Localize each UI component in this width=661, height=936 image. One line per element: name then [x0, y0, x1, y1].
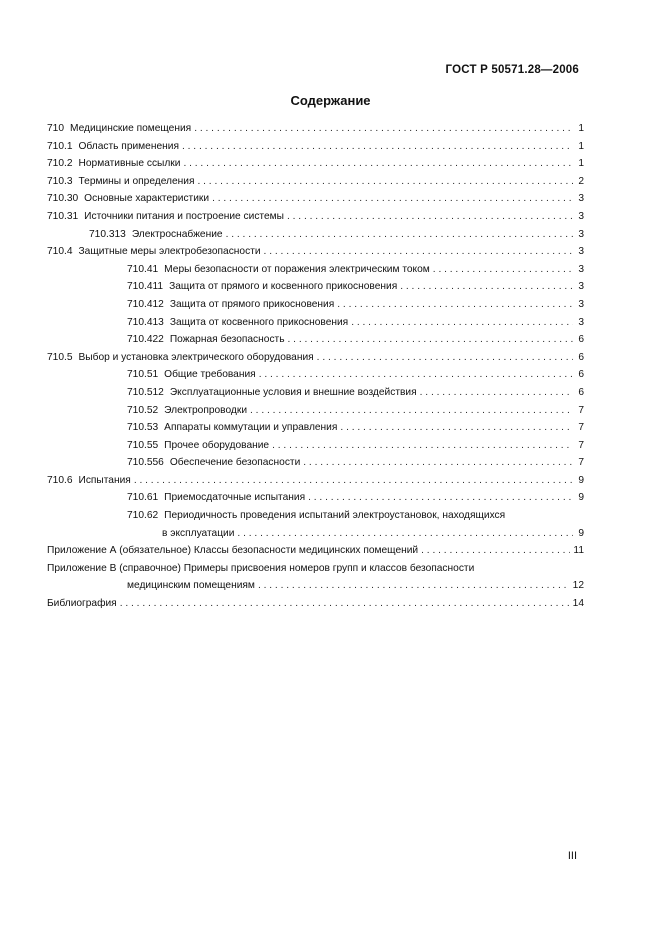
- toc-entry[interactable]: [47, 190, 584, 208]
- toc-entry-page: 7: [578, 422, 584, 434]
- toc-entry[interactable]: [47, 314, 584, 332]
- toc-entry-title: Защита от прямого и косвенного прикосновения: [169, 281, 398, 293]
- toc-entry-title: Термины и определения: [78, 175, 195, 187]
- toc-entry[interactable]: [47, 173, 584, 191]
- leader-dots: [287, 208, 573, 226]
- leader-dots: [303, 454, 573, 472]
- leader-dots: [259, 366, 573, 384]
- table-of-contents: [47, 120, 584, 613]
- toc-entry-page: 3: [578, 210, 584, 222]
- toc-entry-page: 11: [573, 545, 584, 557]
- toc-entry-page: 7: [578, 404, 584, 416]
- toc-entry-page: 6: [578, 351, 584, 363]
- toc-entry-number: 710.41: [127, 263, 159, 275]
- toc-entry-page: 3: [578, 298, 584, 310]
- leader-dots: [183, 155, 573, 173]
- toc-entry-page: 6: [578, 369, 584, 381]
- toc-title: Содержание: [290, 93, 371, 108]
- toc-entry-number: 710.55: [127, 439, 159, 451]
- toc-entry-page: 6: [578, 334, 584, 346]
- toc-entry[interactable]: [47, 226, 584, 244]
- toc-entry[interactable]: [47, 208, 584, 226]
- toc-entry-number: 710.1: [47, 140, 73, 152]
- toc-entry[interactable]: [47, 120, 584, 138]
- toc-entry-number: 710.2: [47, 158, 73, 170]
- toc-entry-title-continuation: в эксплуатации: [162, 527, 235, 539]
- toc-entry-title: Защита от косвенного прикосновения: [169, 316, 349, 328]
- toc-entry[interactable]: [47, 437, 584, 455]
- leader-dots: [182, 138, 573, 156]
- leader-dots: [250, 402, 573, 420]
- toc-entry[interactable]: [47, 349, 584, 367]
- toc-entry-number: 710.556: [127, 457, 164, 469]
- toc-entry-title: Выбор и установка электрического оборудования: [78, 351, 314, 363]
- toc-entry-page: 9: [578, 527, 584, 539]
- toc-entry-page: 7: [578, 457, 584, 469]
- toc-entry-title: Область применения: [78, 140, 179, 152]
- toc-entry-page: 2: [578, 175, 584, 187]
- toc-entry-number: 710.53: [127, 422, 159, 434]
- leader-dots: [351, 314, 573, 332]
- toc-entry-title-continuation: медицинским помещениям: [127, 580, 255, 592]
- toc-entry-title: Электропроводки: [164, 404, 248, 416]
- toc-entry-710-62-line1[interactable]: [47, 507, 584, 525]
- toc-entry-number: 710.6: [47, 474, 73, 486]
- standard-code: ГОСТ Р 50571.28—2006: [445, 64, 579, 76]
- toc-entry-page: 7: [578, 439, 584, 451]
- toc-entry-title: Аппараты коммутации и управления: [164, 422, 338, 434]
- toc-entry[interactable]: [47, 296, 584, 314]
- toc-entry[interactable]: [47, 243, 584, 261]
- page-folio: III: [567, 850, 577, 862]
- toc-entry-number: 710.413: [127, 316, 164, 328]
- toc-entry-page: 3: [578, 316, 584, 328]
- leader-dots: [134, 472, 573, 490]
- toc-entry-page: 1: [578, 140, 584, 152]
- leader-dots: [194, 120, 573, 138]
- toc-entry-title: Прочее оборудование: [164, 439, 270, 451]
- leader-dots: [258, 577, 570, 595]
- toc-entry-page: 12: [572, 580, 584, 592]
- toc-entry-title: Периодичность проведения испытаний электроустановок, находящихся: [164, 510, 506, 522]
- toc-entry-710-62-line2[interactable]: [47, 525, 584, 543]
- toc-entry-number: 710.4: [47, 246, 73, 258]
- leader-dots: [237, 525, 573, 543]
- leader-dots: [433, 261, 573, 279]
- toc-entry-number: 710.412: [127, 298, 164, 310]
- toc-entry-number: 710.5: [47, 351, 73, 363]
- toc-entry-page: 6: [578, 386, 584, 398]
- toc-entry-number: 710.313: [89, 228, 126, 240]
- toc-entry-title: Пожарная безопасность: [169, 334, 285, 346]
- toc-entry-title: Испытания: [78, 474, 131, 486]
- toc-entry-title: Приложение А (обязательное) Классы безопасности медицинских помещений: [47, 545, 419, 557]
- toc-entry[interactable]: [47, 261, 584, 279]
- toc-entry[interactable]: [47, 331, 584, 349]
- leader-dots: [308, 489, 573, 507]
- leader-dots: [288, 331, 573, 349]
- toc-entry-number: 710.62: [127, 510, 159, 522]
- leader-dots: [420, 384, 573, 402]
- toc-entry-list: [47, 120, 584, 507]
- toc-entry-title: Библиография: [47, 598, 117, 610]
- toc-entry-number: 710.411: [127, 281, 164, 293]
- toc-entry-title: Источники питания и построение системы: [84, 210, 284, 222]
- toc-entry-number: 710.512: [127, 386, 164, 398]
- toc-entry-title: Эксплуатационные условия и внешние воздействия: [169, 386, 417, 398]
- toc-entry-number: 710: [47, 123, 64, 134]
- toc-entry[interactable]: [47, 155, 584, 173]
- toc-entry[interactable]: [47, 366, 584, 384]
- toc-entry-page: 3: [578, 281, 584, 293]
- toc-entry-title: Общие требования: [164, 369, 256, 381]
- toc-entry-annex-b-line2[interactable]: [47, 577, 584, 595]
- leader-dots: [226, 226, 573, 244]
- leader-dots: [421, 542, 570, 560]
- toc-entry-title: Приложение В (справочное) Примеры присвоения номеров групп и классов безопасности: [47, 562, 475, 574]
- toc-entry[interactable]: [47, 402, 584, 420]
- toc-entry-annex-a[interactable]: [47, 542, 584, 560]
- toc-entry-page: 9: [578, 492, 584, 504]
- leader-dots: [400, 278, 573, 296]
- leader-dots: [197, 173, 573, 191]
- toc-entry[interactable]: [47, 419, 584, 437]
- toc-entry-title: Защита от прямого прикосновения: [169, 298, 335, 310]
- toc-entry-number: 710.61: [127, 492, 159, 504]
- toc-entry-title: Меры безопасности от поражения электрическим током: [164, 263, 430, 275]
- toc-entry-bibliography[interactable]: [47, 595, 584, 613]
- toc-entry[interactable]: [47, 278, 584, 296]
- toc-entry-number: 710.422: [127, 334, 164, 346]
- toc-entry-page: 14: [572, 598, 584, 610]
- toc-entry-title: Приемосдаточные испытания: [164, 492, 306, 504]
- toc-entry-page: 3: [578, 228, 584, 240]
- leader-dots: [340, 419, 573, 437]
- toc-entry-page: 3: [578, 246, 584, 258]
- leader-dots: [317, 349, 573, 367]
- toc-entry-title: Медицинские помещения: [70, 123, 192, 134]
- toc-entry-number: 710.52: [127, 404, 159, 416]
- toc-entry-title: Обеспечение безопасности: [169, 457, 301, 469]
- leader-dots: [212, 190, 573, 208]
- toc-entry[interactable]: [47, 384, 584, 402]
- toc-entry-title: Основные характеристики: [84, 193, 210, 205]
- toc-entry-page: 3: [578, 193, 584, 205]
- toc-entry-number: 710.3: [47, 175, 73, 187]
- leader-dots: [337, 296, 573, 314]
- toc-entry[interactable]: [47, 454, 584, 472]
- toc-entry-page: 1: [578, 158, 584, 170]
- toc-entry-page: 9: [578, 474, 584, 486]
- toc-entry-page: 1: [578, 123, 584, 134]
- leader-dots: [120, 595, 570, 613]
- leader-dots: [264, 243, 573, 261]
- toc-entry[interactable]: [47, 489, 584, 507]
- toc-entry-title: Нормативные ссылки: [78, 158, 181, 170]
- leader-dots: [272, 437, 573, 455]
- toc-entry-title: Защитные меры электробезопасности: [78, 246, 261, 258]
- toc-entry-page: 3: [578, 263, 584, 275]
- toc-entry-number: 710.31: [47, 210, 79, 222]
- toc-entry-title: Электроснабжение: [131, 228, 223, 240]
- toc-entry[interactable]: [47, 472, 584, 490]
- toc-entry-number: 710.51: [127, 369, 159, 381]
- toc-entry-annex-b-line1[interactable]: [47, 560, 584, 578]
- toc-entry-number: 710.30: [47, 193, 79, 205]
- toc-entry[interactable]: [47, 138, 584, 156]
